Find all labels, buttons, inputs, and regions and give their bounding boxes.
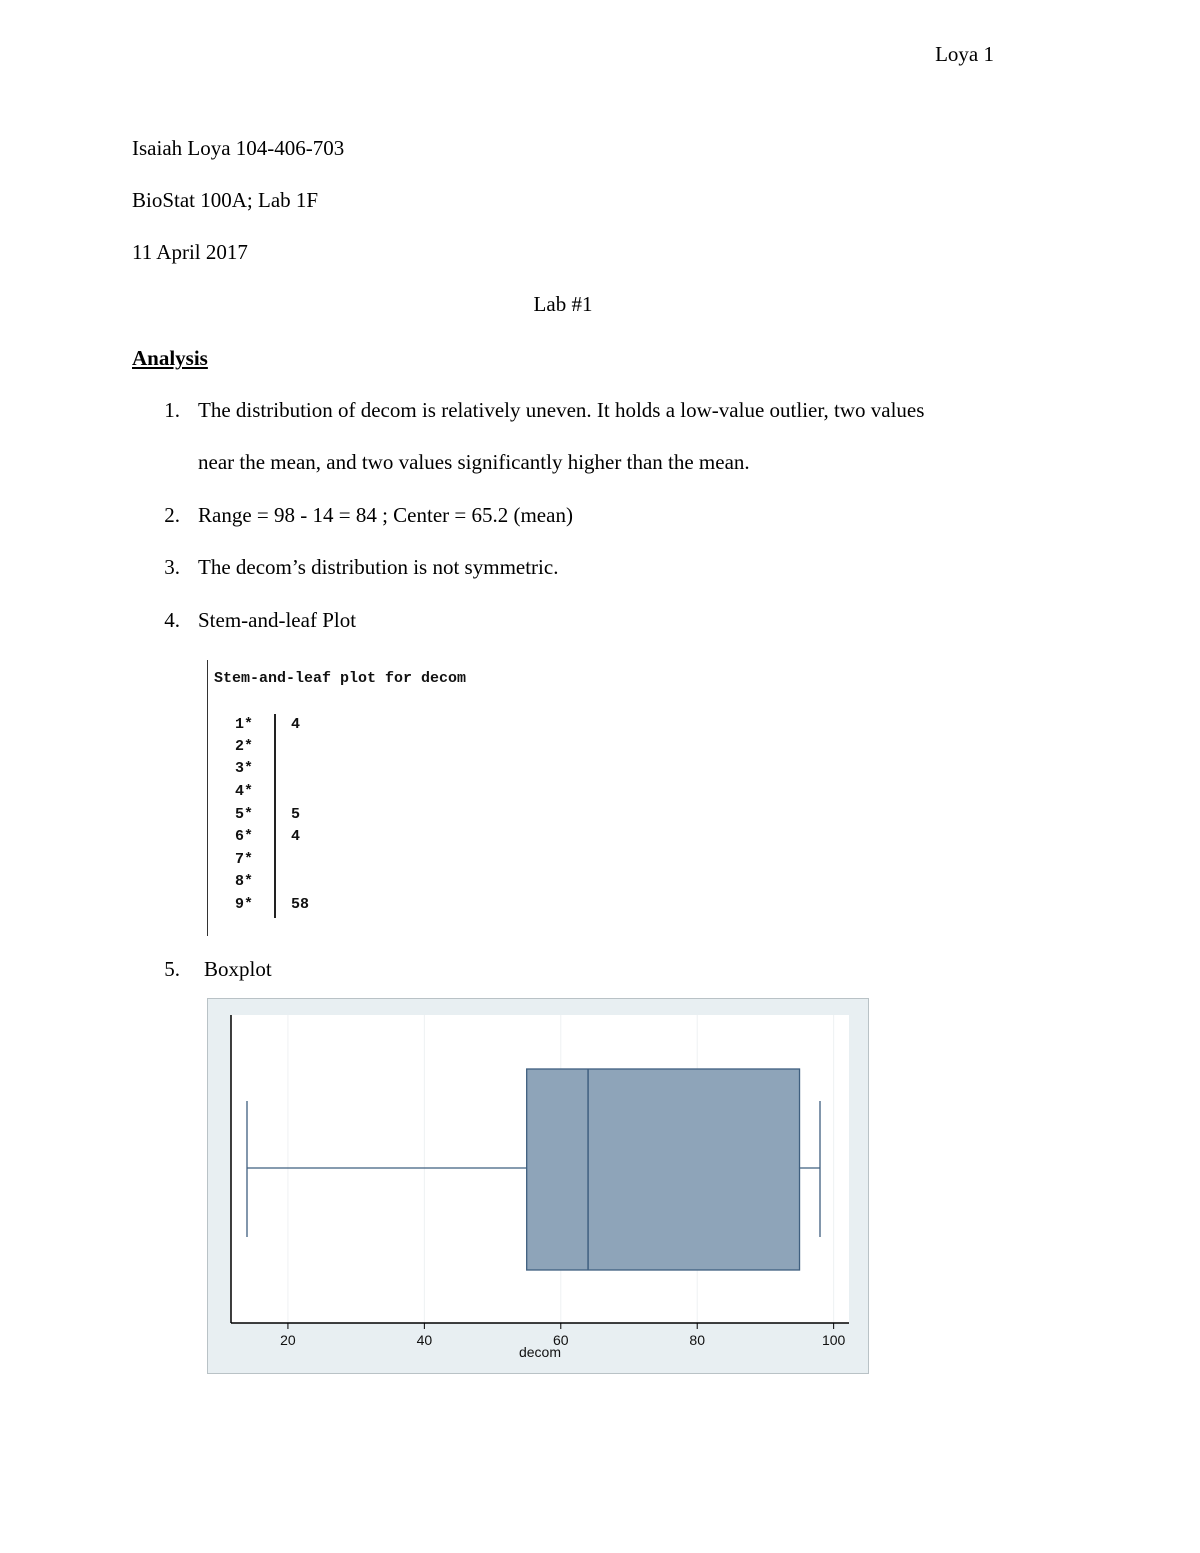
stem-label: 2* — [235, 738, 254, 755]
page-number: Loya 1 — [935, 42, 994, 66]
iqr-box — [527, 1069, 800, 1270]
stem-row — [235, 783, 435, 805]
list-item-text: Stem-and-leaf Plot — [198, 608, 357, 632]
stem-label: 7* — [235, 851, 254, 868]
list-item-text: The decom’s distribution is not symmetric. — [198, 555, 559, 579]
list-item-number: 3. — [164, 555, 180, 579]
x-tick-label: 40 — [416, 1332, 433, 1348]
x-axis-label: decom — [518, 1344, 562, 1360]
leaf-values: 58 — [291, 896, 310, 913]
leaf-values: 4 — [291, 716, 301, 733]
x-tick-label: 80 — [689, 1332, 706, 1348]
stem-label: 9* — [235, 896, 254, 913]
stem-row — [235, 828, 435, 850]
leaf-values: 4 — [291, 828, 301, 845]
stem-row — [235, 851, 435, 873]
x-tick-label: 60 — [552, 1332, 569, 1348]
stem-label: 4* — [235, 783, 254, 800]
stem-row — [235, 738, 435, 760]
list-item-text: The distribution of decom is relatively uneven. It holds a low-value outlier, two values — [198, 398, 925, 422]
list-item-number: 2. — [164, 503, 180, 527]
list-item-text: near the mean, and two values significantly higher than the mean. — [198, 450, 750, 474]
stem-label: 1* — [235, 716, 254, 733]
section-heading: Analysis — [132, 346, 208, 370]
stem-label: 3* — [235, 760, 254, 777]
course-line: BioStat 100A; Lab 1F — [132, 188, 319, 212]
list-item-text: Boxplot — [204, 957, 272, 981]
stem-label: 5* — [235, 806, 254, 823]
leaf-values: 5 — [291, 806, 301, 823]
x-tick-label: 20 — [280, 1332, 296, 1348]
document-title: Lab #1 — [533, 292, 593, 316]
date-line: 11 April 2017 — [132, 240, 248, 264]
list-item-number: 4. — [164, 608, 180, 632]
stem-leaf-title: Stem-and-leaf plot for decom — [214, 670, 467, 687]
stem-row — [235, 760, 435, 782]
stem-label: 8* — [235, 873, 254, 890]
list-item-text: Range = 98 - 14 = 84 ; Center = 65.2 (mean) — [198, 503, 573, 527]
list-item-number: 1. — [164, 398, 180, 422]
stem-row — [235, 896, 435, 918]
boxplot-svg — [208, 999, 867, 1372]
stem-row — [235, 716, 435, 738]
stem-row — [235, 806, 435, 828]
stem-row — [235, 873, 435, 895]
stem-leaf-plot — [207, 660, 568, 936]
x-tick-label: 100 — [821, 1332, 846, 1348]
list-item-number: 5. — [164, 957, 180, 981]
author-line: Isaiah Loya 104-406-703 — [132, 136, 345, 160]
boxplot-chart — [207, 998, 869, 1374]
stem-label: 6* — [235, 828, 254, 845]
